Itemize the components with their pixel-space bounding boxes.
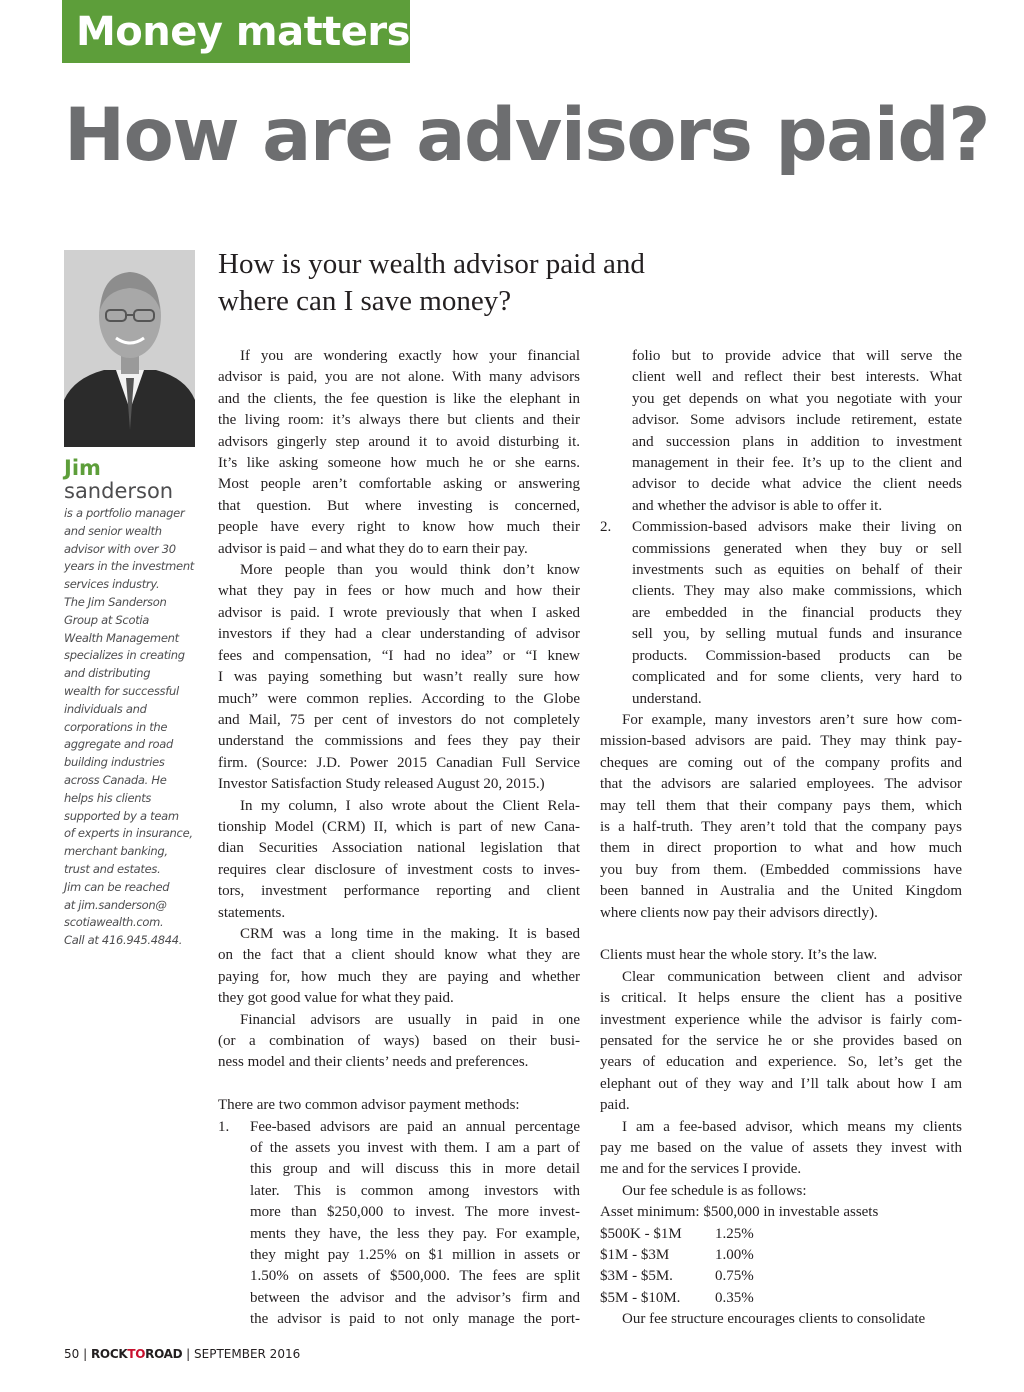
bio-line: building industries	[64, 755, 165, 770]
text-line: later. This is common among investors with	[250, 1182, 580, 1199]
text-line: advisor. Some advisors include retirement, estate	[632, 412, 962, 429]
text-line: investors if they had a clear understanding of advisor	[218, 626, 580, 643]
author-last-name: sanderson	[64, 479, 174, 503]
text-line: of the assets you invest with them. I am a part of	[250, 1140, 580, 1157]
deck-line: How is your wealth advisor paid and	[218, 248, 645, 280]
page-number: 50	[64, 1347, 80, 1361]
text-line: and the clients, the fee question is like the elephant in	[218, 390, 580, 407]
text-line: investments such as equities on behalf of their	[632, 562, 962, 579]
footer-separator: |	[186, 1347, 191, 1361]
bio-line: specializes in creating	[64, 648, 185, 663]
text-line: Financial advisors are usually in paid in one	[240, 1011, 580, 1028]
bio-line: wealth for successful	[64, 683, 179, 698]
text-line: understand.	[632, 690, 702, 707]
text-line: tionship Model (CRM) II, which is part of new Cana-	[218, 818, 580, 835]
text-line: much” were common replies. According to the Globe	[218, 690, 580, 707]
footer-separator: |	[83, 1347, 88, 1361]
text-line: people have every right to know how much their	[218, 519, 580, 536]
text-line: pay me based on the value of assets they invest with	[600, 1140, 962, 1157]
article-column-left	[218, 346, 580, 1331]
bio-line: The Jim Sanderson	[64, 594, 167, 609]
paragraph-gap	[218, 1074, 580, 1095]
fee-schedule-row	[600, 1288, 962, 1309]
bio-line: and distributing	[64, 666, 151, 681]
text-line: that the advisors are salaried employees. The advisor	[600, 776, 962, 793]
text-line: commissions generated when they buy or sell	[632, 540, 962, 557]
text-line: more than $250,000 to invest. The more invest-	[250, 1204, 580, 1221]
fee-rate: 0.75%	[715, 1268, 754, 1285]
text-line: Commission-based advisors make their living on	[632, 519, 962, 536]
fee-range: $5M - $10M.	[600, 1289, 681, 1306]
bio-line: merchant banking,	[64, 844, 168, 859]
bio-line: Wealth Management	[64, 630, 179, 645]
bio-line: years in the investment	[64, 559, 195, 574]
fee-schedule-row	[600, 1224, 962, 1245]
text-line: where clients now pay their advisors directly).	[600, 904, 878, 921]
bio-line: of experts in insurance,	[64, 826, 193, 841]
text-line: what they pay in fees or how much and how their	[218, 583, 580, 600]
bio-line: at jim.sanderson@	[64, 897, 167, 912]
text-line: 1.50% on assets of $500,000. The fees are split	[250, 1268, 580, 1285]
page-footer	[64, 1347, 300, 1361]
text-line: CRM was a long time in the making. It is based	[240, 925, 580, 942]
text-line: Clients must hear the whole story. It’s the law.	[600, 947, 878, 964]
text-line: advisor to decide what advice the client needs	[632, 476, 962, 493]
text-line: investment experience while the advisor is fairly com-	[600, 1011, 962, 1028]
text-line: the advisor is paid to not only manage the port-	[250, 1311, 580, 1328]
bio-line: individuals and	[64, 701, 147, 716]
list-number: 2.	[600, 519, 612, 536]
bio-line: advisor with over 30	[64, 541, 176, 556]
fee-rate: 1.25%	[715, 1225, 754, 1242]
text-line: on the fact that a client should know what they are	[218, 947, 580, 964]
bio-line: and senior wealth	[64, 523, 162, 538]
text-line: Clear communication between client and advisor	[622, 968, 962, 985]
text-line: clients. They may also make commissions, which	[632, 583, 962, 600]
text-line: tors, investment performance reporting and client	[218, 883, 580, 900]
text-line: cheques are coming out of the company profits and	[600, 754, 962, 771]
text-line: they might pay 1.25% on $1 million in assets or	[250, 1247, 580, 1264]
bio-line: services industry.	[64, 577, 160, 592]
article-column-right	[600, 346, 962, 1331]
fee-schedule-row	[600, 1245, 962, 1266]
text-line: For example, many investors aren’t sure how com-	[622, 711, 962, 728]
list-item-commission-based	[600, 517, 962, 710]
text-line: (or a combination of ways) based on their busi-	[218, 1033, 580, 1049]
author-first-name: Jim	[64, 456, 101, 480]
text-line: Fee-based advisors are paid an annual percentage	[250, 1118, 580, 1135]
text-line: complicated and for some clients, very hard to	[632, 669, 962, 686]
magazine-name-part: TO	[127, 1347, 146, 1361]
text-line: folio but to provide advice that will serve the	[632, 348, 962, 364]
text-line: advisors gingerly step around it to avoid disturbing it.	[218, 433, 580, 450]
text-line: may tell them that their company pays them, which	[600, 797, 962, 814]
text-line: them in direct proportion to what and how much	[600, 840, 962, 857]
bio-line: Jim can be reached	[64, 879, 170, 894]
text-line: that question. But where investing is concerned,	[218, 497, 580, 514]
text-line: and succession plans in addition to investment	[632, 433, 962, 450]
list-item-fee-based	[218, 1117, 580, 1331]
text-line: In my column, I also wrote about the Client Rela-	[240, 797, 580, 814]
text-line: paying for, how much they are paying and whether	[218, 968, 580, 985]
text-line: statements.	[218, 904, 286, 921]
bio-line: Call at 416.945.4844.	[64, 933, 183, 948]
text-line: advisor is paid. I wrote previously that when I asked	[218, 604, 580, 621]
fee-schedule-row	[600, 1266, 962, 1287]
text-line: the living room: it’s always there but clients and their	[218, 412, 580, 429]
fee-range: $500K - $1M	[600, 1225, 682, 1242]
text-line: is a half-truth. They aren’t told that the company pays	[600, 818, 962, 835]
text-line: me and for the services I provide.	[600, 1161, 802, 1178]
text-line: paid.	[600, 1097, 630, 1114]
text-line: Investor Satisfaction Study released August 20, 2015.)	[218, 776, 545, 793]
bio-line: Group at Scotia	[64, 612, 150, 627]
text-line: they got good value for what they paid.	[218, 990, 454, 1007]
bio-line: scotiawealth.com.	[64, 915, 164, 930]
text-line: advisor is paid – and what they do to earn their pay.	[218, 540, 528, 557]
text-line: mission-based advisors are paid. They may think pay-	[600, 733, 962, 750]
magazine-name-part: ROCK	[90, 1347, 128, 1361]
text-line: Our fee structure encourages clients to consolidate	[622, 1311, 926, 1328]
text-line: There are two common advisor payment methods:	[218, 1097, 520, 1114]
text-line: pensated for the service he or she provides based on	[600, 1032, 962, 1049]
magazine-name-part: ROAD	[145, 1347, 183, 1361]
text-line: More people than you would think don’t know	[240, 562, 580, 579]
text-line: Most people aren’t comfortable asking or answering	[218, 476, 580, 493]
bio-line: corporations in the	[64, 719, 168, 734]
text-line: fees and compensation, “I had no idea” or “I knew	[218, 647, 580, 664]
text-line: It’s like asking someone how much he or she earns.	[218, 455, 580, 472]
text-line: you get depends on what you negotiate with your	[632, 390, 962, 407]
text-line: dian Securities Association national legislation that	[218, 840, 580, 857]
text-line: ness model and their clients’ needs and preferences.	[218, 1054, 529, 1071]
text-line: understand the commissions and fees they pay their	[218, 733, 580, 750]
deck-subtitle	[218, 246, 645, 320]
headline: How are advisors paid?	[64, 93, 990, 178]
bio-line: across Canada. He	[64, 772, 167, 787]
text-line: and Mail, 75 per cent of investors do not completely	[218, 711, 580, 728]
fee-rate: 1.00%	[715, 1247, 754, 1264]
author-bio	[64, 456, 198, 950]
text-line: products. Commission-based products can be	[632, 647, 962, 664]
text-line: years of education and experience. So, let’s get the	[600, 1054, 962, 1071]
bio-line: supported by a team	[64, 808, 179, 823]
paragraph-gap	[600, 924, 962, 945]
text-line: and whether the advisor is able to offer it.	[632, 497, 883, 514]
fee-range: $3M - $5M.	[600, 1268, 673, 1285]
text-line: you buy from them. (Embedded commissions have	[600, 861, 962, 878]
text-line: sell you, by selling mutual funds and insurance	[632, 626, 962, 643]
text-line: between the advisor and the advisor’s firm and	[250, 1289, 580, 1306]
fee-rate: 0.35%	[715, 1289, 754, 1306]
magazine-logo	[91, 1347, 182, 1361]
author-bio-text	[64, 505, 198, 950]
text-line: this group and will discuss this in more detail	[250, 1161, 580, 1178]
text-line: I am a fee-based advisor, which means my clients	[622, 1118, 962, 1135]
text-line: is critical. It helps ensure the client has a positive	[600, 990, 962, 1007]
text-line: firm. (Source: J.D. Power 2015 Canadian Full Service	[218, 754, 580, 771]
bio-line: trust and estates.	[64, 861, 161, 876]
deck-line: where can I save money?	[218, 285, 512, 317]
fee-range: $1M - $3M	[600, 1247, 670, 1264]
bio-line: aggregate and road	[64, 737, 174, 752]
text-line: If you are wondering exactly how your financial	[240, 348, 580, 364]
bio-line: helps his clients	[64, 790, 152, 805]
text-line: ments they have, the less they pay. For example,	[250, 1225, 580, 1242]
author-portrait-icon	[64, 250, 195, 447]
text-line: I was paying something but wasn’t really sure how	[218, 669, 580, 686]
text-line: client well and reflect their best interests. What	[632, 369, 962, 386]
text-line: management in their fee. It’s up to the client and	[632, 455, 962, 472]
text-line: been banned in Australia and the United Kingdom	[600, 883, 962, 900]
text-line: elephant out of they way and I’ll talk about how I am	[600, 1075, 962, 1092]
author-photo	[64, 250, 195, 447]
list-number: 1.	[218, 1118, 230, 1135]
text-line: are embedded in the financial products they	[632, 604, 962, 621]
text-line: requires clear disclosure of investment costs to inves-	[218, 861, 580, 878]
text-line: Asset minimum: $500,000 in investable assets	[600, 1204, 879, 1221]
section-tag: Money matters	[62, 0, 410, 63]
text-line: advisor is paid, you are not alone. With many advisors	[218, 369, 580, 386]
issue-date: SEPTEMBER 2016	[194, 1347, 301, 1361]
bio-line: is a portfolio manager	[64, 506, 185, 520]
text-line: Our fee schedule is as follows:	[622, 1182, 807, 1199]
